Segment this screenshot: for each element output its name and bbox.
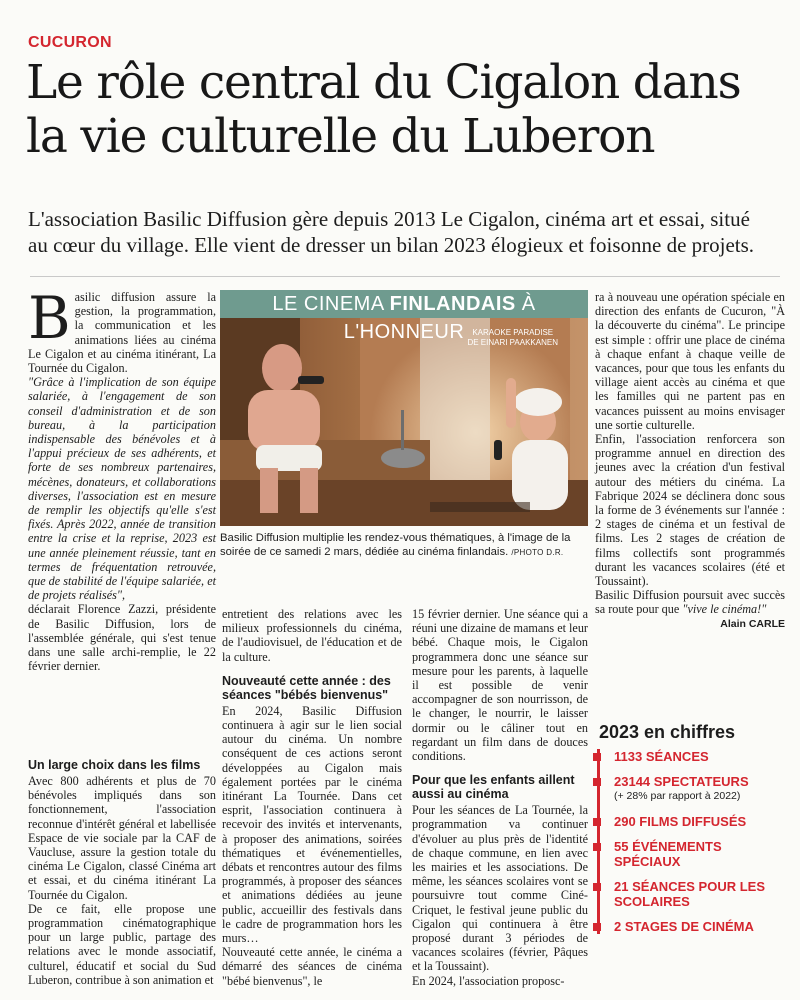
stat-item bbox=[600, 749, 785, 764]
subheading: Pour que les enfants aillent aussi au cinéma bbox=[412, 773, 575, 802]
drop-cap: B bbox=[28, 284, 71, 352]
intro-text: asilic diffusion assure la gestion, la programmation, la communication et les animations liées au cinéma Le Cigalon et au cinéma itinérant, La Tournée du Cigalon. bbox=[28, 290, 216, 376]
article-column-2 bbox=[222, 607, 402, 988]
stat-note: (+ 28% par rapport à 2022) bbox=[614, 790, 741, 802]
body-paragraph bbox=[595, 588, 785, 616]
body-paragraph: Pour les séances de La Tournée, la programmation va continuer d'évoluer au plus près de l'identité de chaque commune, en lien avec les mairies et les associations. De même, les séances scolaires vont se poursuivre tout comme Ciné-Criquet, le festival jeune public du Cigalon qui continuera à être proposé durant 3 périodes de vacances scolaires (février, Pâques et la Toussaint). bbox=[412, 803, 588, 974]
article-column-1-bottom bbox=[28, 758, 216, 987]
lead-line: au cœur du village. Elle vient de dresser un bilan 2023 élogieux et foisonne de projets. bbox=[28, 233, 755, 257]
divider bbox=[30, 276, 780, 277]
photo-credit: /PHOTO D.R. bbox=[511, 548, 564, 557]
caption-text: Basilic Diffusion multiplie les rendez-vous thématiques, à l'image de la soirée de ce samedi 2 mars, dédiée au cinéma finlandais. bbox=[220, 532, 571, 558]
headline bbox=[26, 56, 786, 164]
article-column-1 bbox=[28, 284, 216, 674]
stat-item bbox=[600, 919, 785, 934]
stats-box-title: 2023 en chiffres bbox=[599, 722, 736, 742]
poster-line: DE EINARI PAAKKANEN bbox=[467, 338, 558, 347]
lead-paragraph bbox=[28, 206, 778, 258]
closing-quote: "vive le cinéma!" bbox=[682, 602, 767, 617]
stat-item bbox=[600, 839, 785, 869]
body-paragraph: En 2024, l'association proposc- bbox=[412, 973, 565, 988]
stats-box bbox=[597, 722, 785, 944]
body-paragraph: En 2024, Basilic Diffusion continuera à agir sur le lien social autour du cinéma. Un nombre conséquent de ces actions seront développées au Cigalon mais également portées par le cinéma itinérant La Tournée. Dans cet esprit, l'association continuera à recevoir des invités et intervenants, à proposer des animations, soirées thématiques et événementielles, débats et rencontres autour des films programmés, à proposer des séances et animations dédiées au jeune public, accueillir des festivals dans le cadre de programmation hors les murs… bbox=[222, 703, 402, 946]
banner-bold-text: FINLANDAIS bbox=[389, 293, 516, 315]
stat-text: 23144 SPECTATEURS bbox=[614, 774, 749, 789]
banner-text: LE CINEMA bbox=[272, 293, 390, 315]
stat-item bbox=[600, 774, 785, 804]
article-column-4 bbox=[595, 290, 785, 631]
body-paragraph: De ce fait, elle propose une programmation cinématographique pour un large public, partage des relations avec le monde associatif, culturel, éducatif et social du Sud Luberon, contribue à son animation et bbox=[28, 901, 216, 987]
poster-title bbox=[467, 328, 558, 348]
body-paragraph: entretient des relations avec les milieux professionnels du cinéma, de l'audiovisuel, de l'éducation et de la culture. bbox=[222, 607, 402, 664]
section-kicker: CUCURON bbox=[28, 34, 112, 51]
poster-line: KARAOKE PARADISE bbox=[472, 328, 554, 337]
stat-text: 2 STAGES DE CINÉMA bbox=[614, 919, 754, 934]
stat-text: 1133 SÉANCES bbox=[614, 749, 709, 764]
stat-text: 55 ÉVÉNEMENTS SPÉCIAUX bbox=[614, 839, 722, 869]
photo-caption bbox=[220, 531, 588, 560]
lead-line: L'association Basilic Diffusion gère depuis 2013 Le Cigalon, cinéma art et essai, situé bbox=[28, 207, 750, 231]
article-column-3 bbox=[412, 607, 588, 988]
stat-item bbox=[600, 814, 785, 829]
subheading: Nouveauté cette année : des séances "bébés bienvenus" bbox=[222, 673, 391, 702]
headline-line: Le rôle central du Cigalon dans bbox=[26, 55, 741, 110]
body-paragraph: ra à nouveau une opération spéciale en direction des enfants de Cucuron, "À la découverte du cinéma". Le principe est simple : offrir une place de cinéma à chaque enfant à chaque veille de vacances, pour que tous les enfants du village aient accès au cinéma et que les familles qui ne partent pas en vacances puissent au moins envisager une sortie culturelle. bbox=[595, 290, 785, 432]
banner-text: À L'HONNEUR bbox=[343, 293, 536, 343]
subheading: Un large choix dans les films bbox=[28, 758, 201, 772]
quote-attribution: déclarait Florence Zazzi, présidente de Basilic Diffusion, lors de l'assemblée générale, qui s'est tenue dans une salle archi-remplie, le 22 février dernier. bbox=[28, 602, 216, 674]
quote-paragraph: "Grâce à l'implication de son équipe salariée, à l'engagement de son conseil d'administration et de son bureau, à la participation indispensable des bénévoles et à l'appui précieux de ses adhérents, et forte de ses nombreux partenaires, mécènes, donateurs, et collaborations diverses, l'association est en mesure de remplir les objectifs qu'elle s'est fixés. Après 2022, année de transition entre la crise et la reprise, 2023 est une année pleinement réussie, tant en termes de fréquentation retrouvée, que de stabilité de l'équipe salariée, et de projets réalisés", bbox=[28, 375, 216, 603]
article-photo bbox=[220, 290, 588, 526]
body-paragraph: Avec 800 adhérents et plus de 70 bénévoles impliqués dans son fonctionnement, l'association reconnue d'intérêt général et labellisée Espace de vie sociale par la CAF de Vaucluse, assure la gestion totale du cinéma Le Cigalon, classé Cinéma art et essai, et du cinéma itinérant La Tournée du Cigalon. bbox=[28, 774, 216, 902]
stat-item bbox=[600, 879, 785, 909]
headline-line: la vie culturelle du Luberon bbox=[26, 109, 655, 164]
body-paragraph: Enfin, l'association renforcera son programme annuel en direction des jeunes avec la création d'un festival autour des métiers du cinéma. La Fabrique 2024 se déclinera donc sous la forme de 3 événements sur l'année : 2 stages de cinéma et un festival de films. Les 2 stages de création de films collectifs sont programmés durant les vacances scolaires (été et Toussaint). bbox=[595, 432, 785, 589]
stat-text: 290 FILMS DIFFUSÉS bbox=[614, 814, 747, 829]
body-paragraph: 15 février dernier. Une séance qui a réuni une dizaine de mamans et leur bébé. Chaque mois, le Cigalon programmera donc une séance sur mesure pour les parents, à laquelle il est possible de venir accompagner de son nourrisson, de le changer, le nourrir, le laisser dormir ou le câliner tout en regardant un film dans de douces conditions. bbox=[412, 607, 588, 764]
stats-list bbox=[597, 749, 785, 934]
stat-text: 21 SÉANCES POUR LES SCOLAIRES bbox=[614, 879, 765, 909]
closing-text: Basilic Diffusion poursuit avec succès sa route pour que bbox=[595, 588, 785, 617]
intro-paragraph bbox=[28, 284, 216, 376]
author-signature: Alain CARLE bbox=[720, 617, 785, 630]
body-paragraph: Nouveauté cette année, le cinéma a démarré des séances de cinéma "bébé bienvenus", le bbox=[222, 945, 402, 988]
